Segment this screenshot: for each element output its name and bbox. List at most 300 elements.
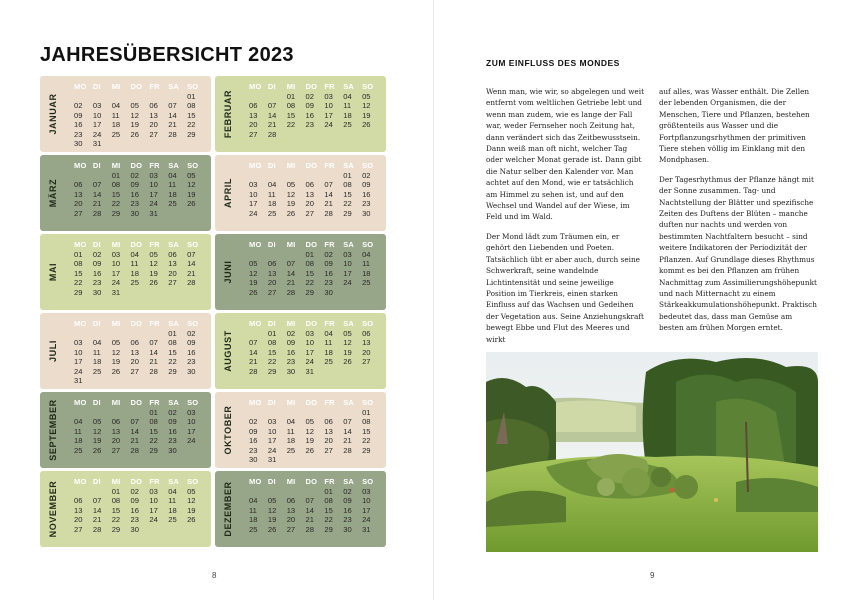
day-cell: 24 [74,366,83,376]
weekday-label: MI [286,476,296,486]
day-cell: 27 [305,208,314,218]
day-cell [168,209,187,218]
day-cell: 29 [343,208,352,218]
day-cell: 17 [249,199,258,209]
week-row [74,250,206,259]
week-row [249,180,381,189]
week-row [74,190,206,199]
day-cell: 15 [267,347,277,357]
weekday-label: FR [324,160,335,170]
day-cell: 27 [286,524,296,534]
day-cell: 08 [187,101,196,111]
weekday-label: MO [249,160,262,170]
day-cell: 30 [249,455,258,465]
day-cell: 22 [149,436,158,446]
day-cell: 30 [324,287,333,297]
day-cell: 25 [249,524,258,534]
day-cell: 27 [74,524,83,534]
day-cell: 27 [249,129,258,139]
day-cell [131,92,150,101]
week-row [74,367,206,376]
weekday-label: DO [130,160,143,170]
day-cell: 16 [362,189,371,199]
day-cell: 14 [187,259,196,269]
day-cell [131,408,150,417]
weekday-header-row [74,396,206,408]
day-cell: 17 [111,268,121,278]
month-label [40,76,66,152]
day-cell: 18 [74,436,83,446]
day-cell: 13 [286,505,296,515]
day-cell [149,329,168,338]
weekday-label: MI [286,318,296,328]
month-days [249,396,381,464]
day-cell: 16 [130,505,139,515]
day-cell: 02 [324,250,333,259]
month-label [215,313,241,389]
weekday-label: SA [168,239,180,249]
month-name: AUGUST [223,330,233,372]
weekday-label: FR [149,397,160,407]
day-cell: 28 [92,524,102,534]
day-cell: 06 [74,496,83,506]
weekday-label: MI [286,81,296,91]
day-cell: 04 [343,92,352,101]
day-cell: 15 [74,268,83,278]
day-cell: 21 [267,120,277,130]
week-row [249,329,381,338]
weekday-label: MI [111,397,121,407]
day-cell: 25 [362,278,371,288]
weekday-label: FR [149,160,160,170]
weekday-label: SO [362,160,374,170]
day-cell: 07 [343,417,352,427]
week-row [249,436,381,445]
day-cell: 26 [187,199,196,209]
month-block-januar [40,76,211,152]
week-row [74,436,206,445]
day-cell: 25 [111,129,121,139]
day-cell: 06 [324,417,333,427]
day-cell [74,92,93,101]
day-cell: 15 [362,426,371,436]
week-row [249,171,381,180]
day-cell: 05 [362,92,371,101]
day-cell: 23 [168,436,177,446]
day-cell: 03 [149,487,158,496]
day-cell: 14 [343,426,352,436]
day-cell: 13 [74,189,83,199]
weekday-label: DI [267,239,276,249]
week-row [249,417,381,426]
day-cell: 02 [74,101,83,111]
week-row [249,209,381,218]
month-days [74,80,206,148]
day-cell: 01 [362,408,371,417]
day-cell [306,455,325,464]
weekday-label: DO [305,239,318,249]
day-cell: 31 [149,208,158,218]
day-cell: 07 [324,180,333,190]
day-cell: 01 [267,329,277,338]
day-cell: 19 [149,268,158,278]
day-cell: 14 [305,505,314,515]
day-cell: 23 [92,278,102,288]
day-cell: 05 [92,417,102,427]
month-name: APRIL [223,178,233,208]
day-cell: 01 [168,329,177,338]
day-cell: 26 [249,287,258,297]
day-cell [131,329,150,338]
weekday-label: FR [149,81,160,91]
day-cell: 14 [149,347,158,357]
day-cell: 13 [149,110,158,120]
day-cell: 24 [267,445,277,455]
day-cell: 03 [305,329,314,338]
day-cell: 16 [286,347,296,357]
day-cell: 11 [267,189,276,199]
weekday-label: DO [130,476,143,486]
month-label [215,76,241,152]
weekday-label: DI [267,160,276,170]
day-cell: 17 [92,120,102,130]
day-cell: 24 [149,199,158,209]
day-cell: 17 [187,426,196,436]
day-table [249,317,381,376]
day-cell [149,139,168,148]
day-cell: 28 [168,129,177,139]
weekday-label: SA [168,476,180,486]
day-cell: 18 [168,189,177,199]
garden-photo [486,352,818,552]
day-cell: 09 [187,338,196,348]
month-name: SEPTEMBER [48,399,58,461]
day-cell: 22 [187,120,196,130]
text-columns [486,86,818,353]
weekday-label: DI [267,318,276,328]
day-cell [93,171,112,180]
month-days [74,238,206,297]
page-title: JAHRESÜBERSICHT 2023 [40,44,294,66]
weekday-label: DO [130,239,143,249]
day-cell: 06 [305,180,314,190]
weekday-label: FR [149,239,160,249]
day-cell [168,92,187,101]
day-cell: 28 [286,287,296,297]
day-cell: 13 [305,189,314,199]
day-cell: 27 [130,366,139,376]
week-row [249,111,381,120]
day-cell: 10 [74,347,83,357]
day-cell: 24 [249,208,258,218]
month-block-juli [40,313,211,389]
day-cell [93,92,112,101]
day-cell: 12 [305,426,314,436]
day-cell: 29 [187,129,196,139]
day-cell: 16 [324,268,333,278]
day-table [74,159,206,218]
month-block-februar [215,76,386,152]
day-cell: 25 [267,208,277,218]
week-row [249,269,381,278]
month-days [249,317,381,376]
day-cell: 22 [343,199,352,209]
weekday-header-row [249,238,381,250]
day-table [249,159,381,218]
weekday-header-row [74,80,206,92]
day-cell [187,525,206,534]
day-cell: 10 [149,180,158,190]
day-cell: 25 [130,278,139,288]
month-name: DEZEMBER [223,481,233,537]
day-cell: 10 [305,338,314,348]
weekday-label: DO [305,160,318,170]
day-cell: 22 [111,199,121,209]
day-cell: 21 [286,278,296,288]
day-cell: 12 [362,101,371,111]
day-cell: 17 [343,268,352,278]
week-row [74,259,206,268]
day-cell: 05 [249,259,258,269]
day-cell [268,250,287,259]
weekday-label: DI [267,476,276,486]
paragraph: Der Mond lädt zum Träumen ein, er gehört den Liebenden und Poeten. Tatsächlich übt er aber auch, durch seine Schwerkraft, seine wandelnde Lichtintensität und seine jeweilige Position im Tierkreis, einen starken Einfluss auf das Wachsen und Gedeihen der Vegetation aus. Seine Anziehungskraft bewegt Ebbe und Flut des Meeres und wirkt [486,231,644,344]
day-cell: 10 [92,110,102,120]
month-label [40,313,66,389]
day-cell: 15 [168,347,177,357]
day-cell: 09 [168,417,177,427]
week-row [74,278,206,287]
day-cell: 28 [249,366,258,376]
day-cell: 07 [249,338,258,348]
day-cell: 13 [74,505,83,515]
day-cell: 14 [92,505,102,515]
weekday-label: SA [168,397,180,407]
weekday-label: SA [168,160,180,170]
day-cell: 12 [187,496,196,506]
day-cell: 09 [324,259,333,269]
day-cell [362,367,381,376]
day-table [74,396,206,455]
day-cell [93,376,112,385]
day-cell: 28 [92,208,102,218]
month-name: JUNI [223,260,233,284]
day-cell [249,92,268,101]
day-table [249,80,381,139]
day-cell: 11 [324,338,333,348]
day-cell: 20 [305,199,314,209]
day-cell [168,525,187,534]
day-cell [149,376,168,385]
day-cell [306,408,325,417]
day-cell: 24 [324,120,333,130]
weekday-label: SA [168,81,180,91]
day-cell: 20 [111,436,121,446]
day-cell: 19 [305,436,314,446]
day-cell: 21 [305,515,314,525]
weekday-label: DI [92,160,101,170]
day-cell: 25 [92,366,102,376]
day-cell: 10 [324,101,333,111]
day-cell: 26 [130,129,139,139]
day-cell [268,408,287,417]
weekday-label: DI [92,318,101,328]
day-cell [249,171,268,180]
day-cell: 21 [92,199,102,209]
week-row [249,130,381,139]
weekday-label: MO [74,318,87,328]
day-cell: 28 [187,278,196,288]
day-cell: 30 [74,139,83,149]
day-table [74,317,206,385]
day-cell: 15 [111,189,121,199]
day-cell: 02 [168,408,177,417]
day-cell: 14 [286,268,296,278]
weekday-label: MI [286,397,296,407]
month-days [249,159,381,218]
weekday-label: FR [324,239,335,249]
day-cell: 10 [149,496,158,506]
day-cell [112,139,131,148]
month-days [74,396,206,455]
week-row [249,455,381,464]
day-cell: 25 [343,120,352,130]
day-cell [168,376,187,385]
day-cell: 13 [362,338,371,348]
weekday-label: MO [74,160,87,170]
day-cell [74,171,93,180]
day-cell: 26 [362,120,371,130]
day-cell: 27 [267,287,277,297]
day-cell: 19 [286,199,296,209]
day-cell: 02 [249,417,258,427]
day-cell: 29 [111,208,121,218]
week-row [74,496,206,505]
day-cell: 18 [249,515,258,525]
day-cell: 12 [149,259,158,269]
weekday-label: DI [92,81,101,91]
day-cell: 19 [187,505,196,515]
day-cell: 14 [92,189,102,199]
week-row [249,288,381,297]
day-cell: 19 [130,120,139,130]
day-cell [343,408,362,417]
weekday-label: DO [305,318,318,328]
day-cell [187,139,206,148]
day-cell: 25 [324,357,333,367]
day-cell: 06 [267,259,277,269]
day-cell: 30 [130,208,139,218]
day-cell [324,367,343,376]
day-cell: 13 [111,426,121,436]
day-cell: 04 [92,338,102,348]
day-cell: 06 [362,329,371,338]
day-table [249,396,381,464]
day-cell: 31 [305,366,314,376]
day-cell: 30 [168,445,177,455]
week-row [74,101,206,110]
day-cell: 01 [343,171,352,180]
day-cell: 06 [111,417,121,427]
day-cell: 12 [111,347,121,357]
weekday-label: MI [111,476,121,486]
month-block-august [215,313,386,389]
week-row [74,120,206,129]
weekday-label: MI [111,160,121,170]
day-cell [187,288,206,297]
day-cell: 26 [92,445,102,455]
day-cell: 05 [149,250,158,259]
day-cell: 08 [267,338,277,348]
day-cell: 01 [286,92,296,101]
day-cell: 25 [168,515,177,525]
day-cell: 08 [362,417,371,427]
week-row [74,180,206,189]
day-cell: 30 [286,366,296,376]
weekday-header-row [74,238,206,250]
day-cell: 22 [168,357,177,367]
day-cell: 04 [168,487,177,496]
day-cell: 14 [168,110,177,120]
day-cell: 24 [305,357,314,367]
day-cell: 01 [74,250,83,259]
weekday-label: DI [92,239,101,249]
day-cell: 21 [343,436,352,446]
month-name: FEBRUAR [223,89,233,139]
week-row [74,417,206,426]
day-cell: 17 [74,357,83,367]
day-cell: 19 [267,515,277,525]
weekday-label: DI [267,81,276,91]
day-cell: 21 [187,268,196,278]
day-cell: 20 [168,268,177,278]
day-cell: 24 [149,515,158,525]
day-cell: 09 [130,496,139,506]
day-cell [362,455,381,464]
day-cell: 01 [305,250,314,259]
day-cell: 21 [92,515,102,525]
day-cell [112,408,131,417]
day-cell: 18 [111,120,121,130]
day-cell: 19 [187,189,196,199]
day-cell: 28 [305,524,314,534]
week-row [74,338,206,347]
weekday-label: MO [74,239,87,249]
paragraph: Wenn man, wie wir, so abgelegen und weit entfernt vom weltlichen Getriebe lebt und wenn man zudem, wie es lange der Fall war, weder Fernseher noch Zeitung hat, dann verändert sich das Zeitbewusstsein. Dann weiß man oft nicht, welcher Tag oder welcher Monat gerade ist. Dann gibt die Natur selber den Kalender vor. Man achtet auf den Mond, wie er tatsächlich am Himmel zu sehen ist, und auf den Wechsel und Wandel auf der Wiese, im Feld und im Wald. [486,87,645,222]
day-cell: 16 [168,426,177,436]
week-row [249,101,381,110]
day-cell: 04 [362,250,371,259]
month-block-april [215,155,386,231]
day-cell: 15 [111,505,121,515]
week-row [74,427,206,436]
week-row [249,92,381,101]
day-cell: 31 [267,455,277,465]
day-cell [287,455,306,464]
day-cell [74,487,93,496]
weekday-label: DO [305,397,318,407]
day-cell: 07 [92,180,102,190]
day-cell: 29 [324,524,333,534]
day-cell: 07 [92,496,102,506]
day-cell: 03 [267,417,277,427]
day-cell: 20 [267,278,277,288]
day-cell: 04 [168,171,177,180]
week-row [74,171,206,180]
day-cell: 01 [324,487,333,496]
month-label [215,471,241,547]
day-cell: 09 [286,338,296,348]
